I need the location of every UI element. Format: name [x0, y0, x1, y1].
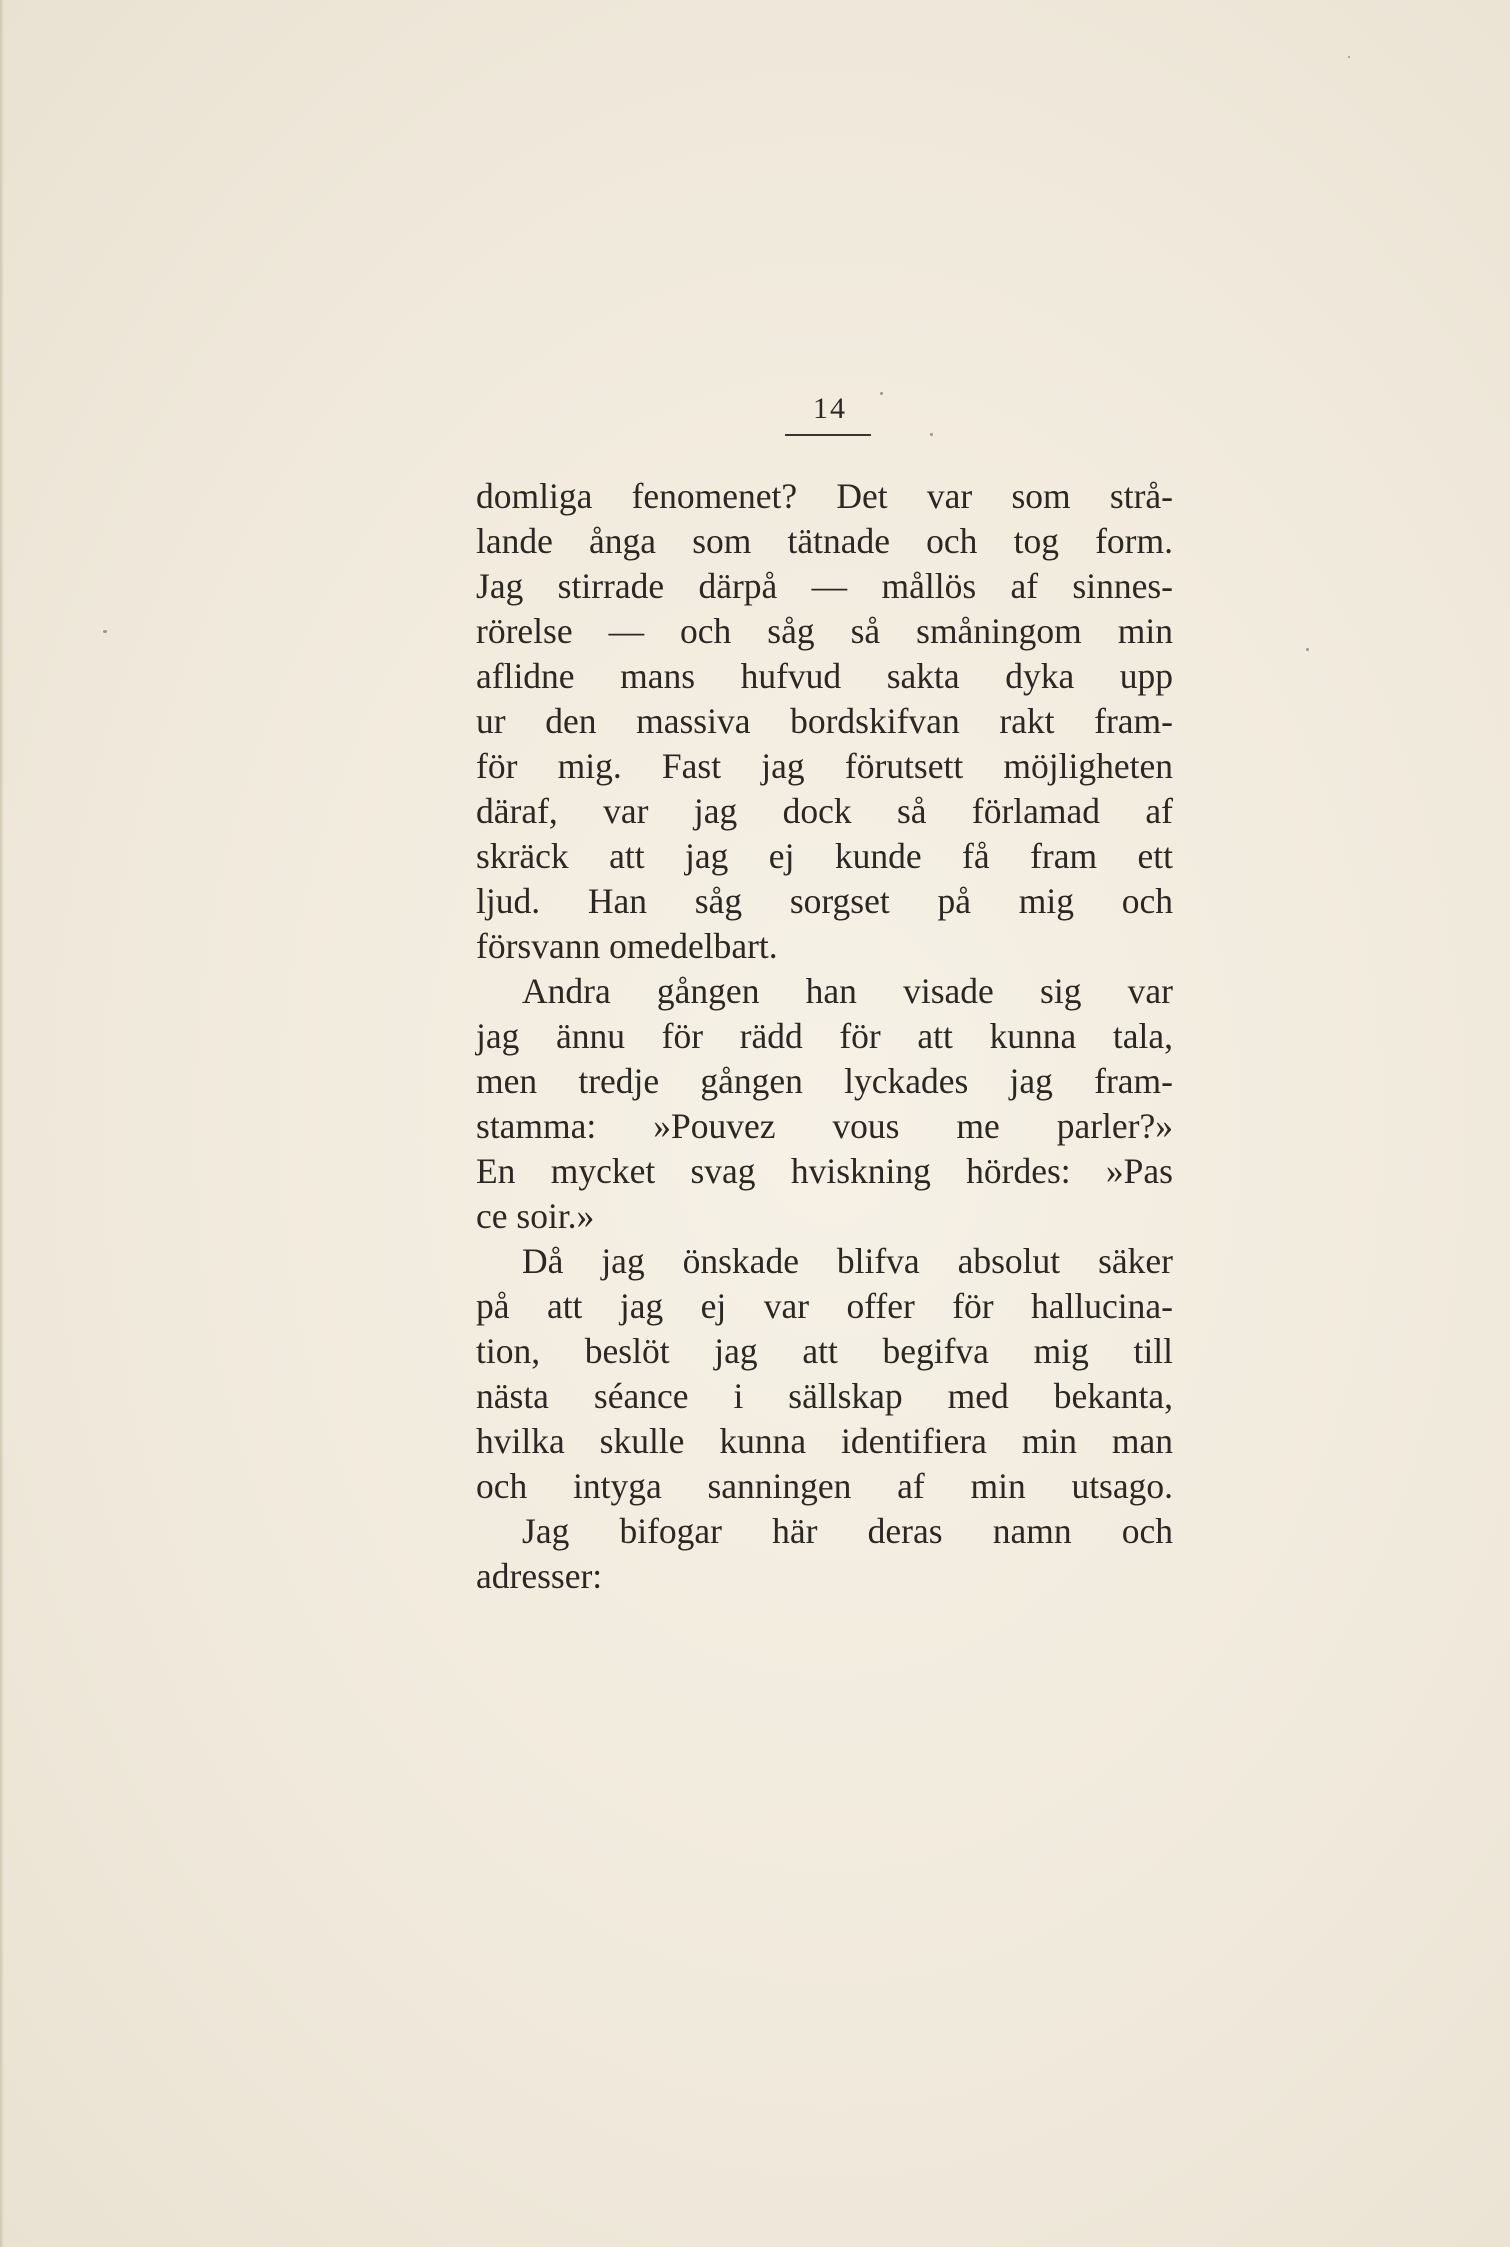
- text-line: adresser:: [476, 1556, 603, 1596]
- paper-speck: [880, 392, 883, 395]
- text-line: men tredje gången lyckades jag fram-: [476, 1061, 1173, 1101]
- text-line: och intyga sanningen af min utsago.: [476, 1466, 1173, 1506]
- paper-speck: [103, 630, 107, 633]
- body-text: [476, 474, 1173, 1599]
- paper-speck: [1348, 56, 1350, 58]
- text-line: tion, beslöt jag att begifva mig till: [476, 1331, 1173, 1371]
- text-line: hvilka skulle kunna identifiera min man: [476, 1421, 1173, 1461]
- text-line: rörelse — och såg så småningom min: [476, 611, 1173, 651]
- text-line: lande ånga som tätnade och tog form.: [476, 521, 1173, 561]
- text-line: ljud. Han såg sorgset på mig och: [476, 881, 1173, 921]
- text-line: på att jag ej var offer för hallucina-: [476, 1286, 1173, 1326]
- text-line: ce soir.»: [476, 1196, 595, 1236]
- text-line: Andra gången han visade sig var: [522, 971, 1173, 1011]
- text-line: skräck att jag ej kunde få fram ett: [476, 836, 1173, 876]
- paper-speck: [1306, 648, 1309, 651]
- text-line: jag ännu för rädd för att kunna tala,: [476, 1016, 1173, 1056]
- paper-speck: [930, 433, 933, 436]
- page-number-rule: [785, 434, 871, 436]
- text-line: domliga fenomenet? Det var som strå-: [476, 476, 1173, 516]
- text-line: försvann omedelbart.: [476, 926, 778, 966]
- text-line: ur den massiva bordskifvan rakt fram-: [476, 701, 1173, 741]
- text-line: Då jag önskade blifva absolut säker: [522, 1241, 1173, 1281]
- text-line: aflidne mans hufvud sakta dyka upp: [476, 656, 1173, 696]
- page-left-edge: [0, 0, 4, 2247]
- text-line: för mig. Fast jag förutsett möjligheten: [476, 746, 1173, 786]
- text-line: Jag stirrade därpå — mållös af sinnes-: [476, 566, 1173, 606]
- text-line: En mycket svag hviskning hördes: »Pas: [476, 1151, 1173, 1191]
- text-line: stamma: »Pouvez vous me parler?»: [476, 1106, 1173, 1146]
- page-number: 14: [813, 392, 847, 425]
- text-line: däraf, var jag dock så förlamad af: [476, 791, 1173, 831]
- text-line: nästa séance i sällskap med bekanta,: [476, 1376, 1173, 1416]
- text-line: Jag bifogar här deras namn och: [522, 1511, 1173, 1551]
